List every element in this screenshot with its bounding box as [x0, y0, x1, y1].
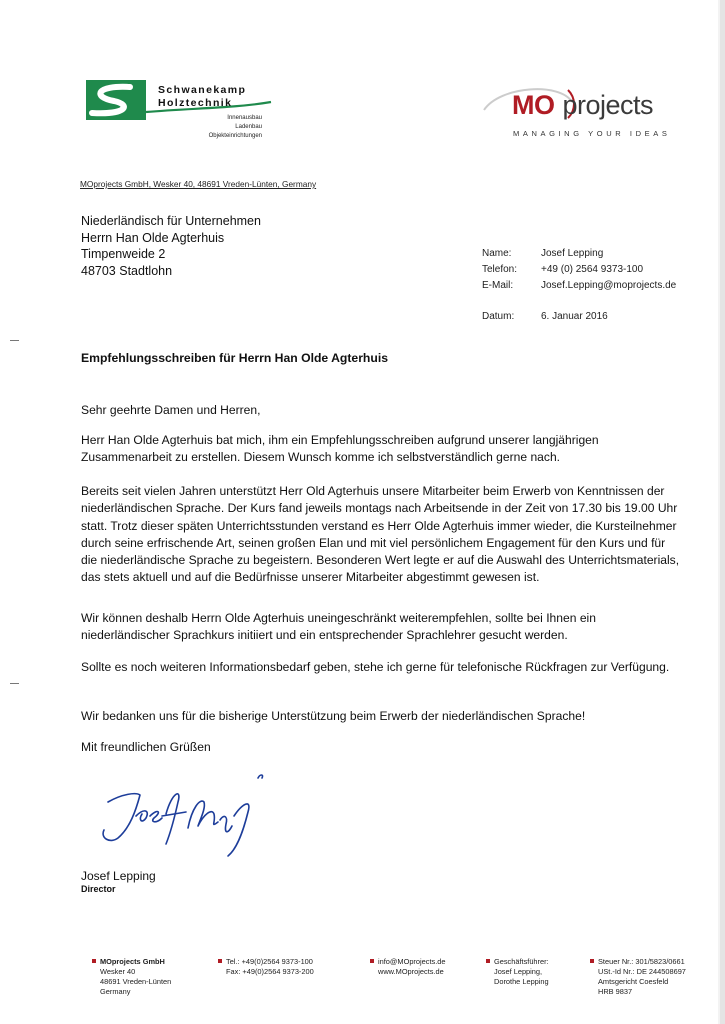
recipient-address [81, 213, 261, 279]
schwanekamp-name: Schwanekamp [158, 84, 247, 96]
footer-management [486, 957, 549, 987]
footer-email: info@MOprojects.de [378, 957, 446, 966]
footer-website: www.MOprojects.de [378, 967, 444, 976]
bullet-square-icon [590, 959, 594, 963]
moprojects-tagline: MANAGING YOUR IDEAS [513, 129, 671, 138]
footer-company-name: MOprojects GmbH [100, 957, 165, 966]
contact-email: Josef.Lepping@moprojects.de [541, 280, 677, 291]
body-paragraph: Wir können deshalb Herrn Olde Agterhuis uneingeschränkt weiterempfehlen, sollte bei Ihnen ein niederländischer Sprachkurs initiiert und ein entsprechender Sprachlehrer gesucht werden. [81, 611, 596, 643]
signature-image [92, 768, 282, 858]
body-paragraph: Herr Han Olde Agterhuis bat mich, ihm ein Empfehlungsschreiben aufgrund unserer langjährigen Zusammenarbeit zu erstellen. Diesem Wunsch komme ich selbstverständlich gerne nach. [81, 433, 599, 465]
contact-label: Telefon: [482, 264, 518, 275]
body-paragraph: Sollte es noch weiteren Informationsbedarf geben, stehe ich gerne für telefonische Rückfragen zur Verfügung. [81, 660, 670, 674]
body-paragraph: Wir bedanken uns für die bisherige Unterstützung beim Erwerb der niederländischen Sprache! [81, 709, 586, 723]
footer-line: Tel.: +49(0)2564 9373-100 [226, 957, 313, 966]
footer-web [370, 957, 445, 977]
recipient-line: Timpenweide 2 [81, 247, 166, 261]
footer-line: Geschäftsführer: [494, 957, 549, 966]
footer-line: Fax: +49(0)2564 9373-200 [226, 967, 314, 976]
footer-phone [218, 957, 314, 977]
moprojects-projects: projects [562, 90, 654, 120]
signature-name: Josef Lepping [81, 869, 156, 883]
bullet-square-icon [486, 959, 490, 963]
contact-value: Josef Lepping [541, 248, 604, 259]
contact-label: E-Mail: [482, 280, 514, 291]
footer-tax [590, 957, 686, 997]
date-label: Datum: [482, 311, 515, 322]
bullet-square-icon [370, 959, 374, 963]
moprojects-logo [480, 84, 695, 144]
signature-title: Director [81, 884, 116, 894]
schwanekamp-service: Objekteinrichtungen [208, 133, 262, 139]
moprojects-mo: MO [512, 90, 555, 120]
recipient-line: Herrn Han Olde Agterhuis [81, 230, 225, 245]
schwanekamp-logo [86, 78, 286, 148]
footer-line: Josef Lepping, [494, 967, 543, 976]
schwanekamp-service: Innenausbau [227, 115, 262, 121]
closing: Mit freundlichen Grüßen [81, 740, 211, 754]
page-edge [720, 0, 725, 1024]
schwanekamp-service: Ladenbau [235, 124, 262, 130]
letter-subject: Empfehlungsschreiben für Herrn Han Olde Agterhuis [81, 351, 388, 365]
sender-line: MOprojects GmbH, Wesker 40, 48691 Vreden-Lünten, Germany [80, 179, 317, 189]
date-value: 6. Januar 2016 [541, 311, 608, 322]
schwanekamp-subtitle: Holztechnik [158, 97, 233, 109]
footer-line: Germany [100, 987, 131, 996]
fold-mark [10, 683, 19, 684]
moprojects-wordmark [512, 90, 653, 121]
bullet-square-icon [92, 959, 96, 963]
recipient-line: Niederländisch für Unternehmen [81, 214, 261, 228]
footer-company [92, 957, 171, 997]
footer-line: Amtsgericht Coesfeld [598, 977, 669, 986]
footer-line: 48691 Vreden-Lünten [100, 977, 172, 986]
bullet-square-icon [218, 959, 222, 963]
fold-mark [10, 340, 19, 341]
footer-line: USt.-Id Nr.: DE 244508697 [598, 967, 686, 976]
footer-line: Wesker 40 [100, 967, 136, 976]
footer-line: HRB 9837 [598, 987, 633, 996]
contact-value: +49 (0) 2564 9373-100 [541, 264, 644, 275]
body-paragraph: Bereits seit vielen Jahren unterstützt Herr Old Agterhuis unsere Mitarbeiter beim Erwerb von Kenntnissen der niederländischen Sprache. Der Kurs fand jeweils montags nach Arbeitsende in der Zeit von 17.30 bis 19.00 Uhr statt. Trotz dieser späten Unterrichtsstunden verstand es Herr Olde Agterhuis immer wieder, die Kursteilnehmer durch seine erfrischende Art, seinen großen Elan und mit viel persönlichem Engagement für den Kurs und für die niederländische Sprache zu begeistern. Besonderen Wert legte er auf die Auswahl des Unterrichtsmaterials, das stets aktuell und auf die Bedürfnisse unserer Mitarbeiter abgestimmt gewesen ist. [81, 484, 680, 585]
recipient-line: 48703 Stadtlohn [81, 263, 173, 278]
contact-label: Name: [482, 248, 512, 259]
salutation: Sehr geehrte Damen und Herren, [81, 403, 261, 417]
footer-line: Dorothe Lepping [494, 977, 549, 986]
footer-line: Steuer Nr.: 301/5823/0661 [598, 957, 685, 966]
